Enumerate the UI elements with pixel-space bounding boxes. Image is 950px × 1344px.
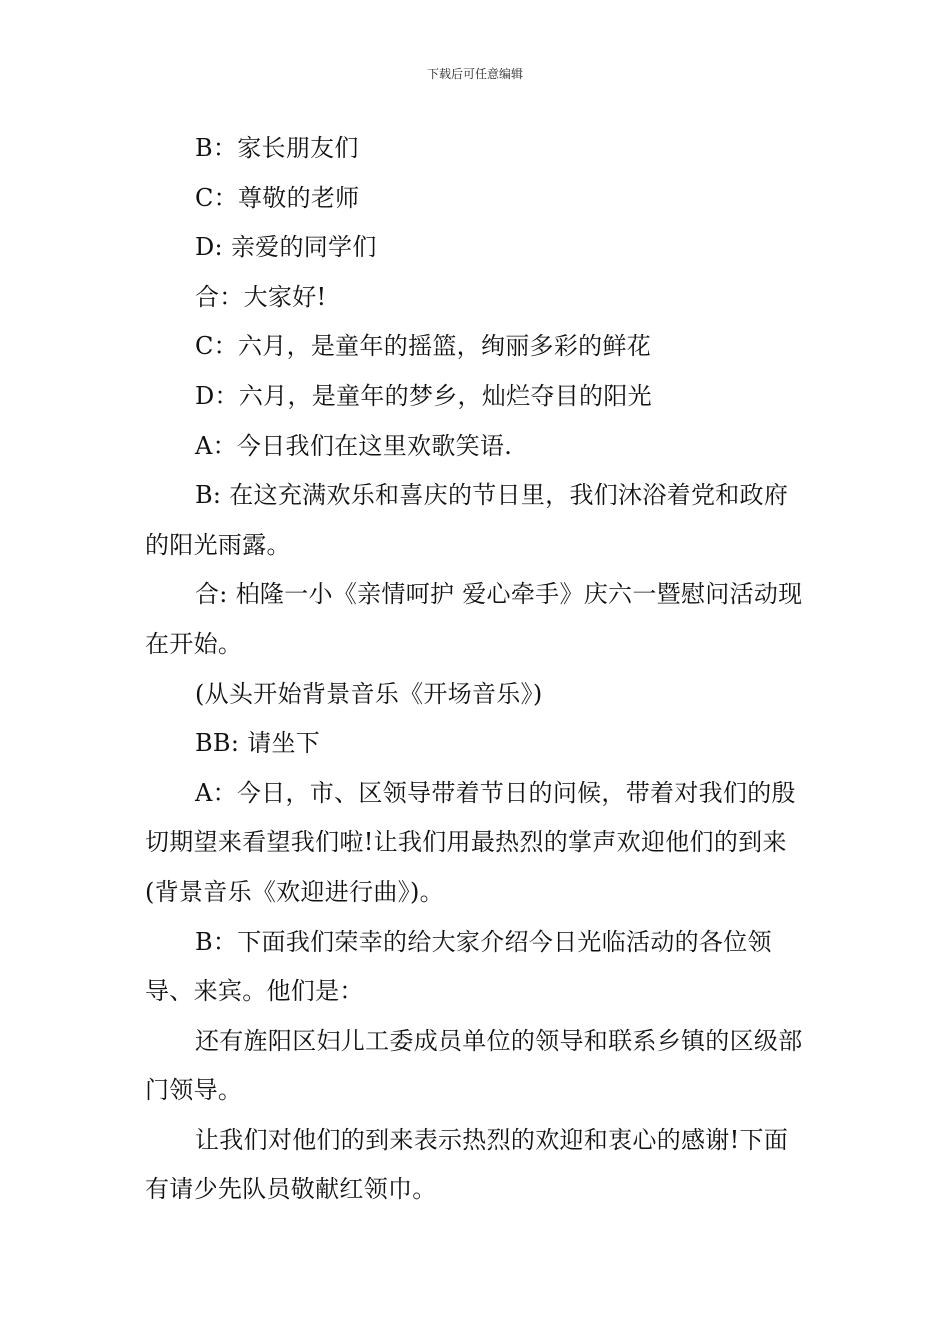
paragraph: 合：大家好! <box>195 282 327 311</box>
paragraph: C：六月，是童年的摇篮，绚丽多彩的鲜花 <box>195 332 652 361</box>
paragraph: D：六月，是童年的梦乡，灿烂夺目的阳光 <box>195 381 652 410</box>
paragraph: 让我们对他们的到来表示热烈的欢迎和衷心的感谢!下面有请少先队员敬献红领巾。 <box>145 1125 789 1204</box>
paragraph: A：今日，市、区领导带着节日的问候，带着对我们的殷切期望来看望我们啦!让我们用最热烈的掌声欢迎他们的到来(背景音乐《欢迎进行曲》)。 <box>145 778 796 906</box>
paragraph: B: 在这充满欢乐和喜庆的节日里，我们沐浴着党和政府的阳光雨露。 <box>145 481 789 559</box>
paragraph: A：今日我们在这里欢歌笑语. <box>195 431 513 460</box>
paragraph: 还有旌阳区妇儿工委成员单位的领导和联系乡镇的区级部门领导。 <box>145 1026 803 1105</box>
paragraph: 合: 柏隆一小《亲情呵护 爱心牵手》庆六一暨慰问活动现在开始。 <box>145 580 803 658</box>
paragraph: B：下面我们荣幸的给大家介绍今日光临活动的各位领导、来宾。他们是： <box>145 927 772 1006</box>
paragraph: B：家长朋友们 <box>195 134 359 162</box>
paragraph: D: 亲爱的同学们 <box>195 233 377 262</box>
paragraph: C：尊敬的老师 <box>195 183 360 212</box>
paragraph: (从头开始背景音乐《开场音乐》) <box>195 679 543 708</box>
document-body <box>145 124 807 1215</box>
paragraph: BB: 请坐下 <box>195 729 321 758</box>
page-header-note: 下载后可任意编辑 <box>426 67 523 81</box>
